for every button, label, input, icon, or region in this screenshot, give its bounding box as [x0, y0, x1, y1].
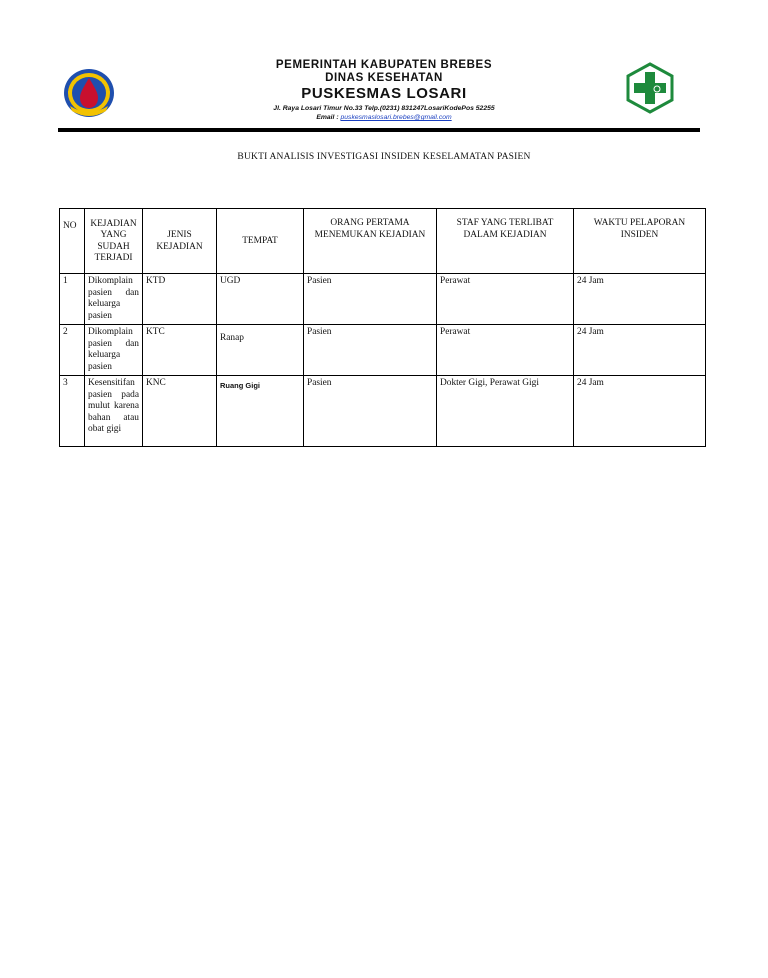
kabupaten-brebes-emblem-icon	[62, 66, 116, 120]
cell-staf: Perawat	[437, 325, 574, 376]
cell-tempat-text: Ranap	[220, 333, 244, 343]
cell-no: 3	[60, 376, 85, 447]
cell-kejadian: Dikomplain pasien dan keluarga pasien	[85, 325, 143, 376]
cell-jenis: KNC	[143, 376, 217, 447]
cell-orang-pertama: Pasien	[304, 325, 437, 376]
header-staf: STAF YANG TERLIBAT DALAM KEJADIAN	[437, 209, 574, 274]
header-kejadian: KEJADIAN YANG SUDAH TERJADI	[85, 209, 143, 274]
document-title: BUKTI ANALISIS INVESTIGASI INSIDEN KESELAMATAN PASIEN	[237, 152, 531, 162]
cell-jenis: KTD	[143, 274, 217, 325]
letterhead-divider	[58, 128, 700, 132]
cell-no: 1	[60, 274, 85, 325]
cell-orang-pertama: Pasien	[304, 376, 437, 447]
cell-kejadian: Dikomplain pasien dan keluarga pasien	[85, 274, 143, 325]
cell-tempat: UGD	[217, 274, 304, 325]
table-row	[60, 274, 706, 325]
cell-tempat	[217, 325, 304, 376]
header-jenis: JENIS KEJADIAN	[143, 209, 217, 274]
header-orang-pertama: ORANG PERTAMA MENEMUKAN KEJADIAN	[304, 209, 437, 274]
cell-staf: Perawat	[437, 274, 574, 325]
puskesmas-green-cross-logo-icon	[624, 62, 676, 114]
table-header-row	[60, 209, 706, 274]
address-line: Jl. Raya Losari Timur No.33 Telp.(0231) 831247LosariKodePos 52255	[273, 105, 495, 112]
department-name: DINAS KESEHATAN	[325, 72, 443, 84]
email-label: Email :	[316, 114, 339, 121]
header-tempat: TEMPAT	[217, 209, 304, 274]
letterhead-text	[200, 58, 568, 122]
table-row	[60, 376, 706, 447]
email-link[interactable]: puskesmaslosari.brebes@gmail.com	[340, 114, 452, 121]
cell-kejadian: Kesensitifan pasien pada mulut karena bahan atau obat gigi	[85, 376, 143, 447]
email-line	[200, 113, 568, 122]
institution-name: PUSKESMAS LOSARI	[301, 85, 467, 102]
header-waktu: WAKTU PELAPORAN INSIDEN	[574, 209, 706, 274]
cell-waktu: 24 Jam	[574, 274, 706, 325]
table-row	[60, 325, 706, 376]
cell-tempat: Ruang Gigi	[217, 376, 304, 447]
cell-no: 2	[60, 325, 85, 376]
letterhead	[0, 0, 768, 140]
cell-waktu: 24 Jam	[574, 376, 706, 447]
cell-waktu: 24 Jam	[574, 325, 706, 376]
cell-staf: Dokter Gigi, Perawat Gigi	[437, 376, 574, 447]
cell-orang-pertama: Pasien	[304, 274, 437, 325]
cell-jenis: KTC	[143, 325, 217, 376]
government-name: PEMERINTAH KABUPATEN BREBES	[275, 59, 493, 71]
incident-table	[59, 208, 706, 447]
header-no: NO	[60, 209, 85, 274]
